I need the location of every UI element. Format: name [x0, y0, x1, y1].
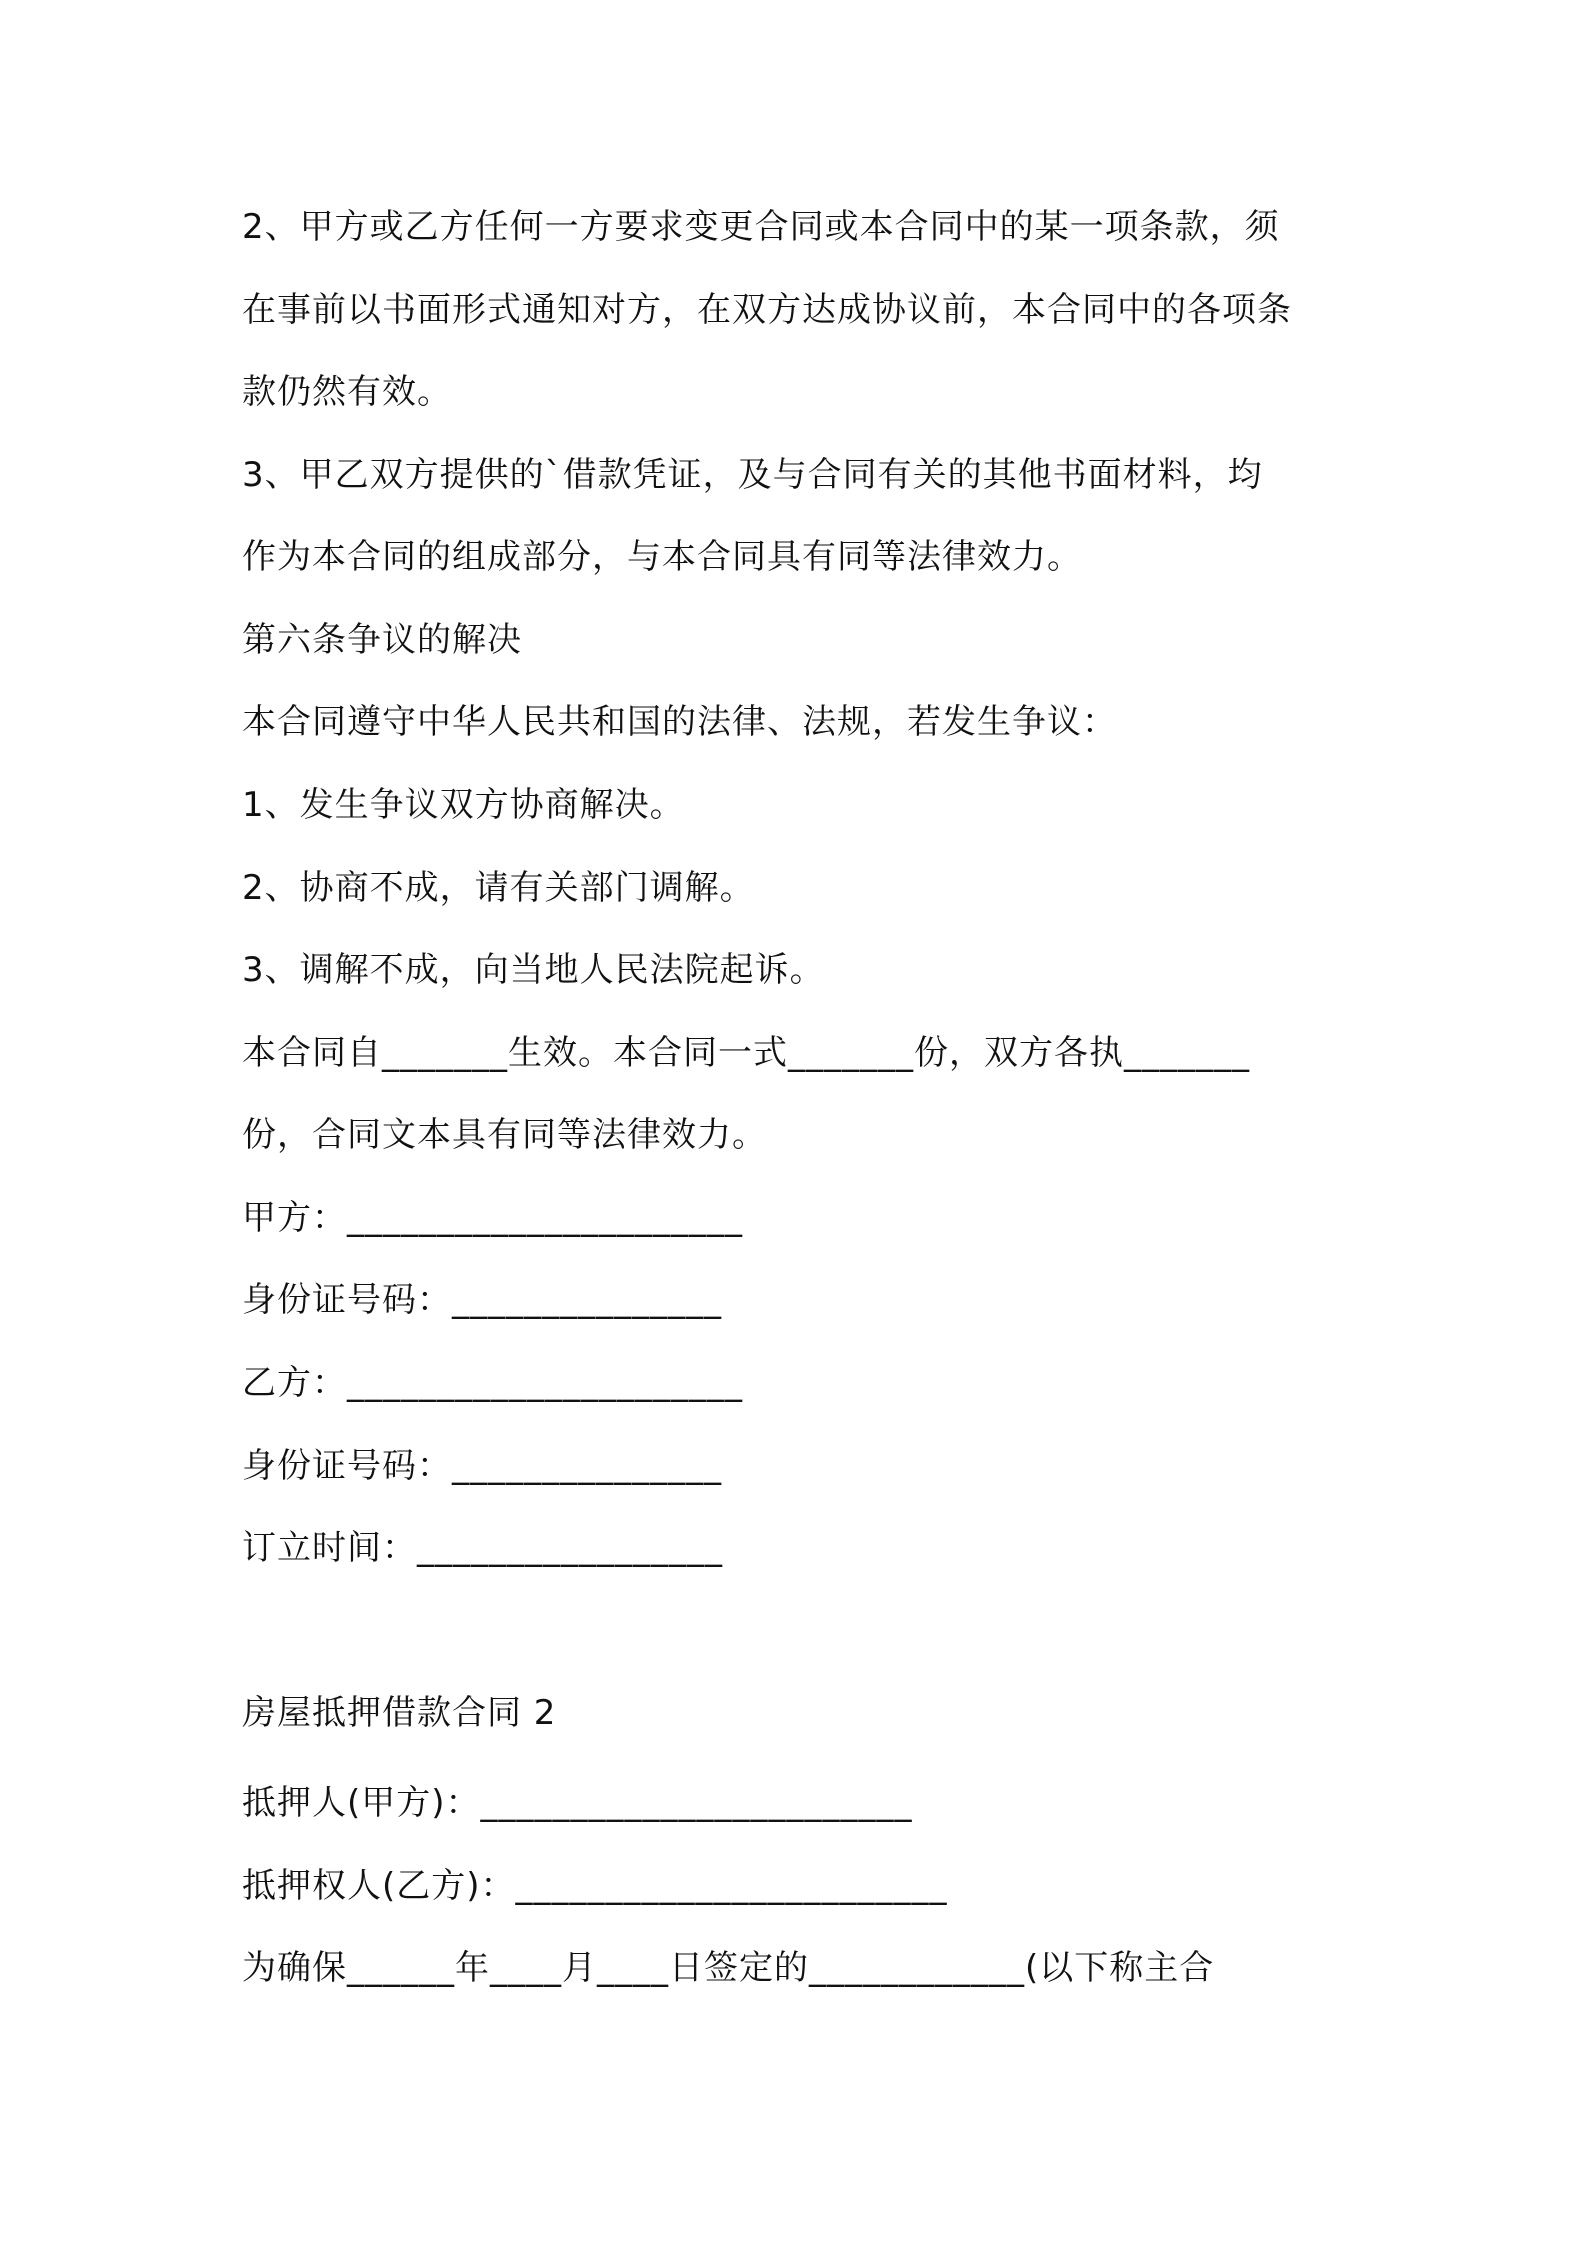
party-a-signature: 甲方：______________________ [242, 1198, 743, 1238]
effective-clause-line-2: 份，合同文本具有同等法律效力。 [242, 1115, 767, 1155]
dispute-item-2: 2、协商不成，请有关部门调解。 [242, 868, 755, 908]
dispute-item-3: 3、调解不成，向当地人民法院起诉。 [242, 950, 825, 990]
clause-2-line-1: 2、甲方或乙方任何一方要求变更合同或本合同中的某一项条款，须 [242, 207, 1280, 247]
clause-3-line-1: 3、甲乙双方提供的`借款凭证，及与合同有关的其他书面材料，均 [242, 455, 1263, 495]
mortgagee-field: 抵押权人(乙方)：________________________ [242, 1866, 948, 1906]
party-b-signature: 乙方：______________________ [242, 1363, 743, 1403]
clause-3-line-2: 作为本合同的组成部分，与本合同具有同等法律效力。 [242, 537, 1082, 577]
clause-2-line-3: 款仍然有效。 [242, 372, 452, 412]
signing-date: 订立时间：_________________ [242, 1528, 723, 1568]
mortgagor-field: 抵押人(甲方)：________________________ [242, 1783, 913, 1823]
guarantee-clause-line-1: 为确保______年____月____日签定的____________(以下称主合 [242, 1948, 1215, 1988]
contract-2-title: 房屋抵押借款合同 2 [242, 1693, 557, 1733]
effective-clause-line-1: 本合同自_______生效。本合同一式_______份，双方各执_______ [242, 1033, 1250, 1073]
party-a-id-number: 身份证号码：_______________ [242, 1280, 722, 1320]
article-6-heading: 第六条争议的解决 [242, 620, 522, 660]
party-b-id-number: 身份证号码：_______________ [242, 1446, 722, 1486]
clause-2-line-2: 在事前以书面形式通知对方，在双方达成协议前，本合同中的各项条 [242, 290, 1292, 330]
dispute-item-1: 1、发生争议双方协商解决。 [242, 785, 685, 825]
dispute-intro: 本合同遵守中华人民共和国的法律、法规，若发生争议： [242, 702, 1117, 742]
